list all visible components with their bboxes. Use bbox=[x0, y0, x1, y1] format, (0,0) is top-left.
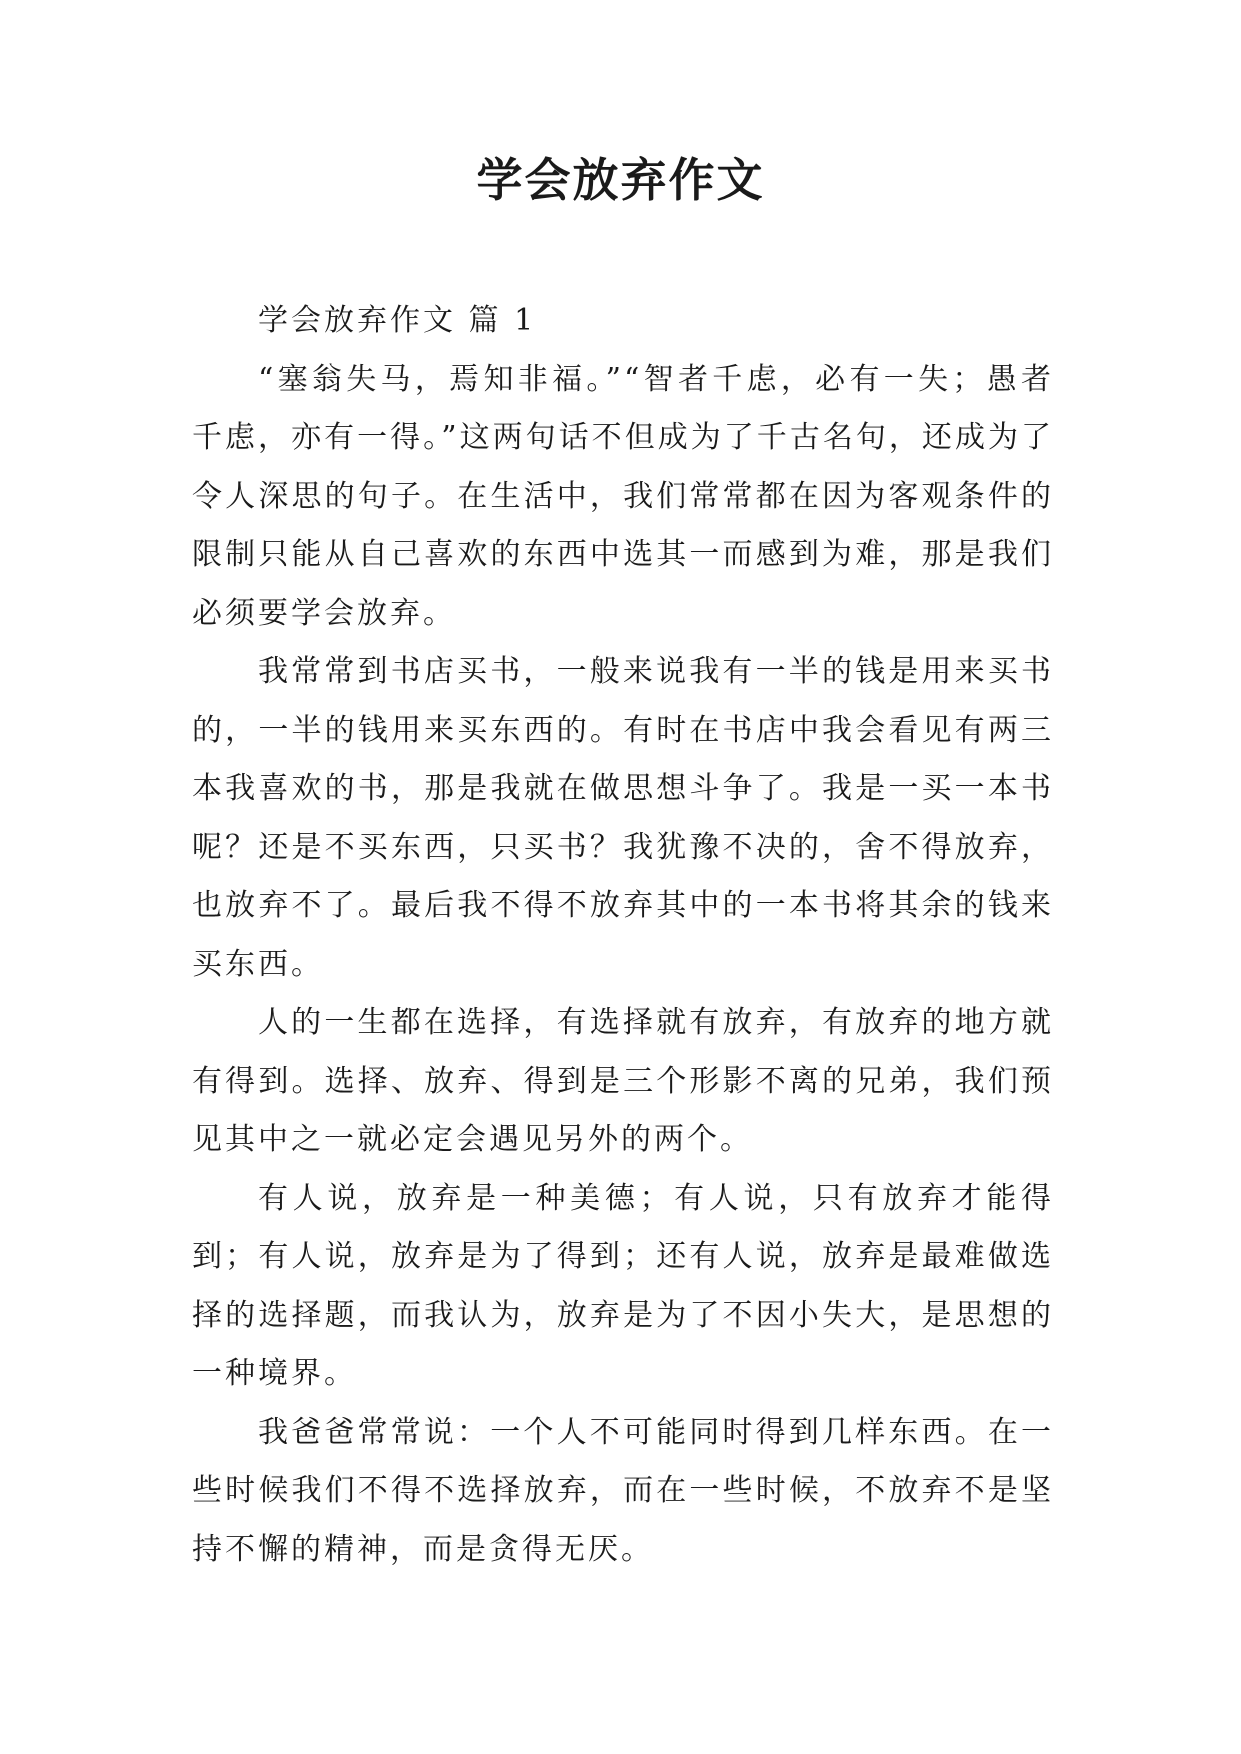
document-body bbox=[192, 292, 1054, 1579]
paragraph: 有人说，放弃是一种美德；有人说，只有放弃才能得到；有人说，放弃是为了得到；还有人说，放弃是最难做选择的选择题，而我认为，放弃是为了不因小失大，是思想的一种境界。 bbox=[192, 1180, 1054, 1391]
document-title: 学会放弃作文 bbox=[476, 153, 765, 207]
paragraph: 人的一生都在选择，有选择就有放弃，有放弃的地方就有得到。选择、放弃、得到是三个形影不离的兄弟，我们预见其中之一就必定会遇见另外的两个。 bbox=[192, 1005, 1054, 1157]
paragraph: 我常常到书店买书，一般来说我有一半的钱是用来买书的，一半的钱用来买东西的。有时在书店中我会看见有两三本我喜欢的书，那是我就在做思想斗争了。我是一买一本书呢？还是不买东西，只买书？我犹豫不决的，舍不得放弃，也放弃不了。最后我不得不放弃其中的一本书将其余的钱来买东西。 bbox=[192, 654, 1054, 982]
section-heading: 学会放弃作文 篇 1 bbox=[258, 303, 537, 338]
paragraph: 我爸爸常常说：一个人不可能同时得到几样东西。在一些时候我们不得不选择放弃，而在一些时候，不放弃不是坚持不懈的精神，而是贪得无厌。 bbox=[192, 1414, 1054, 1567]
paragraph: “塞翁失马，焉知非福。”“智者千虑，必有一失；愚者千虑，亦有一得。”这两句话不但成为了千古名句，还成为了令人深思的句子。在生活中，我们常常都在因为客观条件的限制只能从自己喜欢的东西中选其一而感到为难，那是我们必须要学会放弃。 bbox=[192, 361, 1054, 631]
